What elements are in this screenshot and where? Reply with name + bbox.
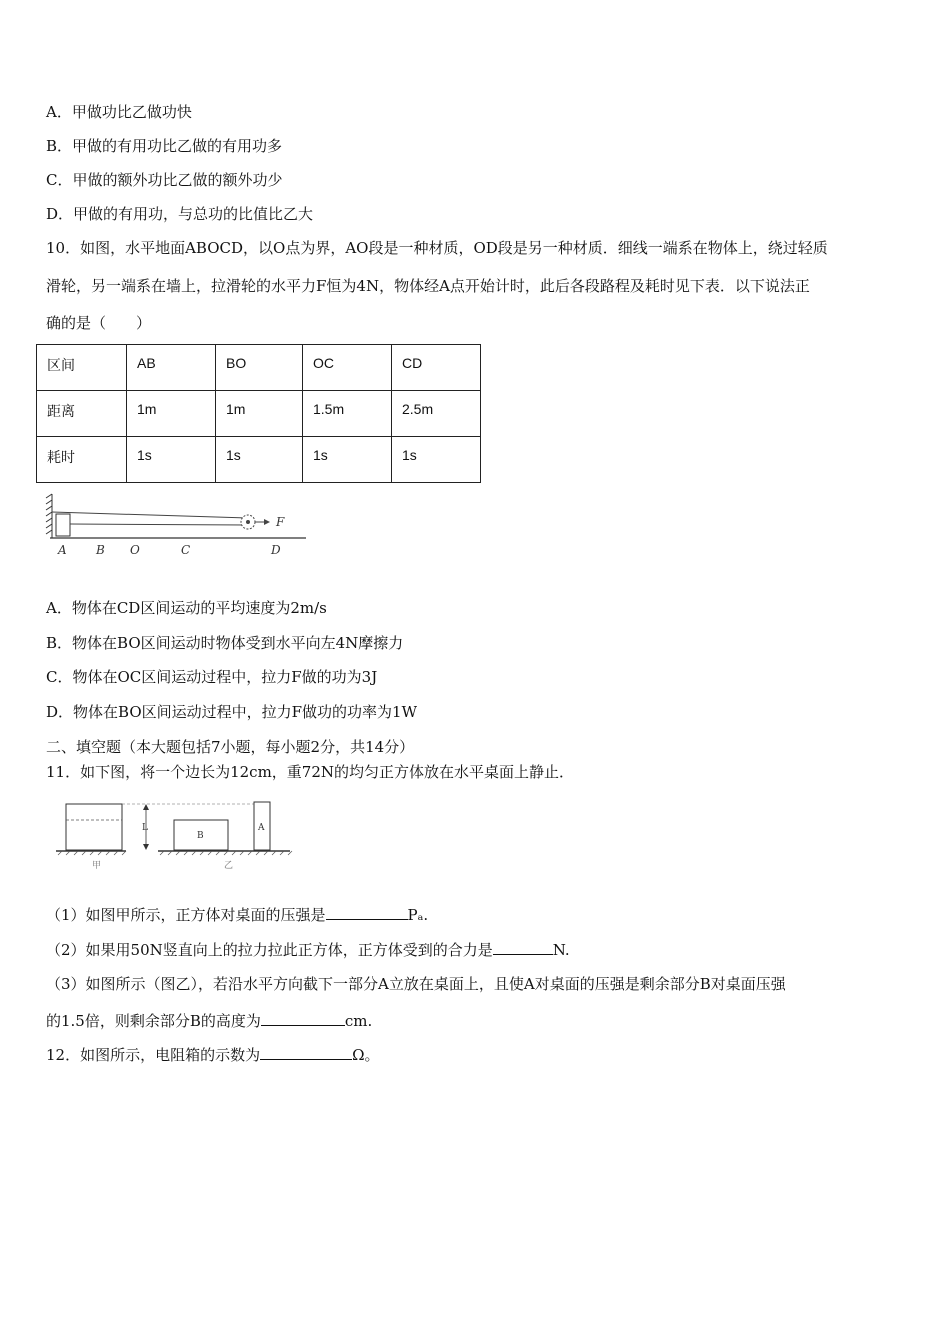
cube-jia xyxy=(66,804,122,850)
figure-jia-label: 甲 xyxy=(92,861,102,871)
q11-part1-unit: Pₐ. xyxy=(407,906,429,924)
object-block xyxy=(56,514,70,536)
point-o-label: O xyxy=(130,543,140,557)
q9-option-a: A．甲做功比乙做功快 xyxy=(46,103,192,121)
table-cell: 1m xyxy=(216,391,303,437)
point-c-label: C xyxy=(181,543,191,557)
q11-stem: 11．如下图，将一个边长为12cm，重72N的均匀正方体放在水平桌面上静止． xyxy=(46,763,575,781)
table-row xyxy=(37,437,481,483)
table-cell: 1s xyxy=(303,437,392,483)
section-heading: 二、填空题（本大题包括7小题，每小题2分，共14分） xyxy=(46,738,415,756)
table-cell: OC xyxy=(303,345,392,391)
table-cell: 1s xyxy=(127,437,216,483)
point-d-label: D xyxy=(271,543,281,557)
table-cell: 1s xyxy=(392,437,481,483)
q11-cube-figure xyxy=(54,798,294,872)
q12-text: 12．如图所示，电阻箱的示数为 xyxy=(46,1046,261,1064)
q10-stem-line1: 10．如图，水平地面ABOCD，以O点为界，AO段是一种材质，OD段是另一种材质．细线一端系在物体上，绕过轻质 xyxy=(46,239,828,257)
q10-stem-line3: 确的是（ ） xyxy=(46,314,152,332)
q11-part3-unit: cm. xyxy=(344,1012,373,1030)
force-label: F xyxy=(276,515,285,529)
q11-part3-line1: （3）如图所示（图乙），若沿水平方向截下一部分A立放在桌面上，且使A对桌面的压强是剩余部分B对桌面压强 xyxy=(46,975,786,993)
table-cell: 1m xyxy=(127,391,216,437)
q10-data-table xyxy=(36,344,481,483)
piece-a-label: A xyxy=(258,823,265,833)
table-row xyxy=(37,345,481,391)
point-a-label: A xyxy=(58,543,67,557)
table-cell: AB xyxy=(127,345,216,391)
rope xyxy=(52,512,248,525)
table-cell: 距离 xyxy=(37,391,127,437)
height-arrowhead-down-icon xyxy=(143,844,149,850)
table-cell: 1s xyxy=(216,437,303,483)
q9-option-b: B．甲做的有用功比乙做的有用功多 xyxy=(46,137,283,155)
q10-option-c: C．物体在OC区间运动过程中，拉力F做的功为3J xyxy=(46,668,378,686)
height-label: L xyxy=(142,823,148,833)
q9-option-c: C．甲做的额外功比乙做的额外功少 xyxy=(46,171,283,189)
wall xyxy=(46,494,52,538)
q12-stem xyxy=(46,1045,380,1065)
table-cell: BO xyxy=(216,345,303,391)
q10-stem-line2: 滑轮，另一端系在墙上，拉滑轮的水平力F恒为4N，物体经A点开始计时，此后各段路程及耗时见下表．以下说法正 xyxy=(46,277,810,295)
pulley-axle-icon xyxy=(246,520,250,524)
piece-b-label: B xyxy=(197,831,204,841)
q11-part2-unit: N. xyxy=(552,941,570,959)
force-arrowhead-icon xyxy=(264,519,270,525)
q9-option-d: D．甲做的有用功，与总功的比值比乙大 xyxy=(46,205,314,223)
q11-part3-blank[interactable] xyxy=(261,1011,345,1026)
q11-part1-text: （1）如图甲所示，正方体对桌面的压强是 xyxy=(46,906,326,924)
table-cell: 区间 xyxy=(37,345,127,391)
q10-option-a: A．物体在CD区间运动的平均速度为2m/s xyxy=(46,599,327,617)
point-b-label: B xyxy=(96,543,105,557)
figure-yi-label: 乙 xyxy=(224,861,234,871)
q11-part2-blank[interactable] xyxy=(493,940,553,955)
table-cell: 1.5m xyxy=(303,391,392,437)
q10-option-b: B．物体在BO区间运动时物体受到水平向左4N摩擦力 xyxy=(46,634,404,652)
q12-blank[interactable] xyxy=(260,1045,352,1060)
q11-part2-text: （2）如果用50N竖直向上的拉力拉此正方体，正方体受到的合力是 xyxy=(46,941,493,959)
q11-part2 xyxy=(46,940,570,960)
table-cell: CD xyxy=(392,345,481,391)
height-arrowhead-up-icon xyxy=(143,804,149,810)
table-row xyxy=(37,391,481,437)
table-cell: 2.5m xyxy=(392,391,481,437)
q11-part3-text: 的1.5倍，则剩余部分B的高度为 xyxy=(46,1012,261,1030)
q11-part1 xyxy=(46,905,428,925)
table-cell: 耗时 xyxy=(37,437,127,483)
q10-pulley-figure xyxy=(36,488,316,566)
q12-unit: Ω。 xyxy=(352,1046,380,1064)
q11-part3-line2 xyxy=(46,1011,372,1031)
q10-option-d: D．物体在BO区间运动过程中，拉力F做功的功率为1W xyxy=(46,703,417,721)
q11-part1-blank[interactable] xyxy=(326,905,408,920)
